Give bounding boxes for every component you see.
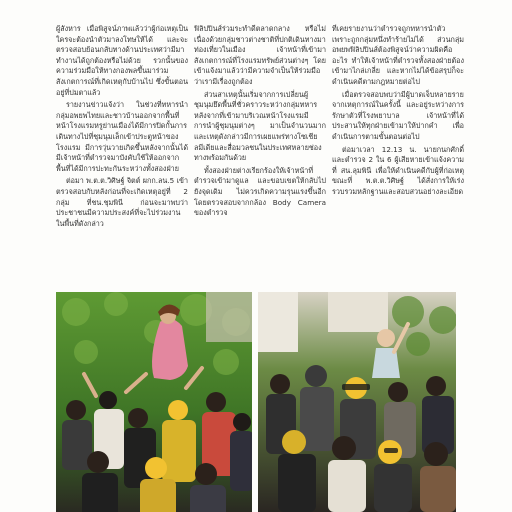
paragraph: ต่อมา พ.ต.ต.วิศิษฐ์ จิตต์ ผกก.ลน.5 เข้าตรวจสอบกับหลังก่อนที่จะเกิดเหตุอยู่ที่ 2 กลุ่ม ที่ชน.ชุมพินี ก่อนจะมาพบว่าประชาชนมีความประสงค์ที่จะไปร่วมงานในพื้นที่ดังกล่าว xyxy=(56,176,188,228)
paragraph: ต่อมาเวลา 12.13 น. นายกนกศักดิ์ และตำรวจ 2 ใน 6 ผู้เสียหายเข้าแจ้งความที่ สน.ลุมพินี เพื่อให้ดำเนินคดีกับผู้ที่ก่อเหตุ ขณะที่ พ.ต.ต.วิศิษฐ์ ได้สั่งการให้เร่งรวบรวมหลักฐานและสอบสวนอย่างละเอียด xyxy=(332,144,464,196)
paragraph: ผู้สังหาร เมื่อพิสูจน์ภาพแล้วว่าผู้ก่อเหตุเป็นใครจะต้องนำตัวมาลงโทษให้ได้ และจะตรวจสอบย้อนกลับทางด้านประเทศว่ามีมาทำงานได้ถูกต้องหรือไม่ด้วย รวกนั้นของความร่วมมือให้ทางกองพลขึ้นมาร่วมสังเกตการณ์ที่เกิดเหตุกับบ้านไป ซึ่งขั้นตอนอยู่ที่ปมตาแล้ว xyxy=(56,24,188,97)
paragraph: ที่เคยรายงานว่าตำรวจถูกทหารนำตัวเพราะถูกกลุ่มหนึ่งทำร้ายไม่ได้ ส่วนกลุ่มอพยพฟิลิปปินส์ต้องพิสูจน์ว่าความผิดคืออะไร ทำให้เจ้าหน้าที่ตำรวจทั้งสองฝ่ายต้องเข้ามาไกล่เกลี่ย และหากไม่ได้ข้อสรุปก็จะดำเนินคดีตามกฎหมายต่อไป xyxy=(332,24,464,86)
paragraph: ส่วนสาเหตุนั้นเริ่มจากการเปลี่ยนผู้ชุมนุมยึดพื้นที่ชั่วคราวระหว่างกลุ่มทหารหลังจากที่เข้ามาบริเวณหน้าโรงแรมมีการนำผู้ชุมนุมต่างๆ มาเป็นจำนวนมาก และเหตุดังกล่าวมีการเผยแพร่ทางโซเชียลมีเดียและสื่อมวลชนในประเทศหลายช่องทางพร้อมกันด้วย xyxy=(194,89,326,163)
paragraph: ฟิลิปปินส์ร่วมระทำดีตลาดกลาง หรือไม่เนื่องด้วยกลุ่มชาวต่างชาติที่ปกติเดินทางมาท่องเที่ยวในเมือง เจ้าหน้าที่เข้ามาสังเกตการณ์ที่โรงแรมทรัพย์ส่วนต่างๆ โดยเข้าแจ้งมาแล้วว่ามีความจำเป็นให้ร่วมมือ ว่าเรามีเรื่องถูกต้อง xyxy=(194,24,326,86)
news-photo-left xyxy=(56,292,252,512)
news-photo-right xyxy=(258,292,456,512)
text-column-2 xyxy=(194,24,326,286)
paragraph: รายงานข่าวแจ้งว่า ในช่วงที่ทหารนำกลุ่มอพยพไทยและชาวบ้านออกจากพื้นที่ หน้าโรงแรมหรูย่านเมืองได้มีการปิดกั้นการเดินทางไปที่ชุมนุมเล็กเข้าประตูหน้าของโรงแรม มีการวุ่นวายเกิดขึ้นหลังจากนั้นได้มีเจ้าหน้าที่ตำรวจมาบังคับใช้ให้ออกจากพื้นที่ได้มีการปะทะกันระหว่างทั้งสองฝ่าย xyxy=(56,100,188,173)
police-clash-image xyxy=(258,292,456,512)
paragraph: ทั้งสองฝ่ายต่างเรียกร้องให้เจ้าหน้าที่ตำรวจเข้ามาดูแล และขอบเขตให้กลับไปยังจุดเดิม ไม่ควรเกิดความรุนแรงขึ้นอีก โดยตรวจสอบจากกล้อง Body Camera ของตำรวจ xyxy=(194,165,326,218)
text-column-3 xyxy=(332,24,464,286)
crowd-scuffle-image xyxy=(56,292,252,512)
paragraph: เมื่อตรวจสอบพบว่ามีผู้บาดเจ็บหลายรายจากเหตุการณ์ในครั้งนี้ และอยู่ระหว่างการรักษาตัวที่โรงพยาบาล เจ้าหน้าที่ได้ประสานให้ทุกฝ่ายเข้ามาให้ปากคำ เพื่อดำเนินการตามขั้นตอนต่อไป xyxy=(332,89,464,141)
text-column-1 xyxy=(56,24,188,286)
